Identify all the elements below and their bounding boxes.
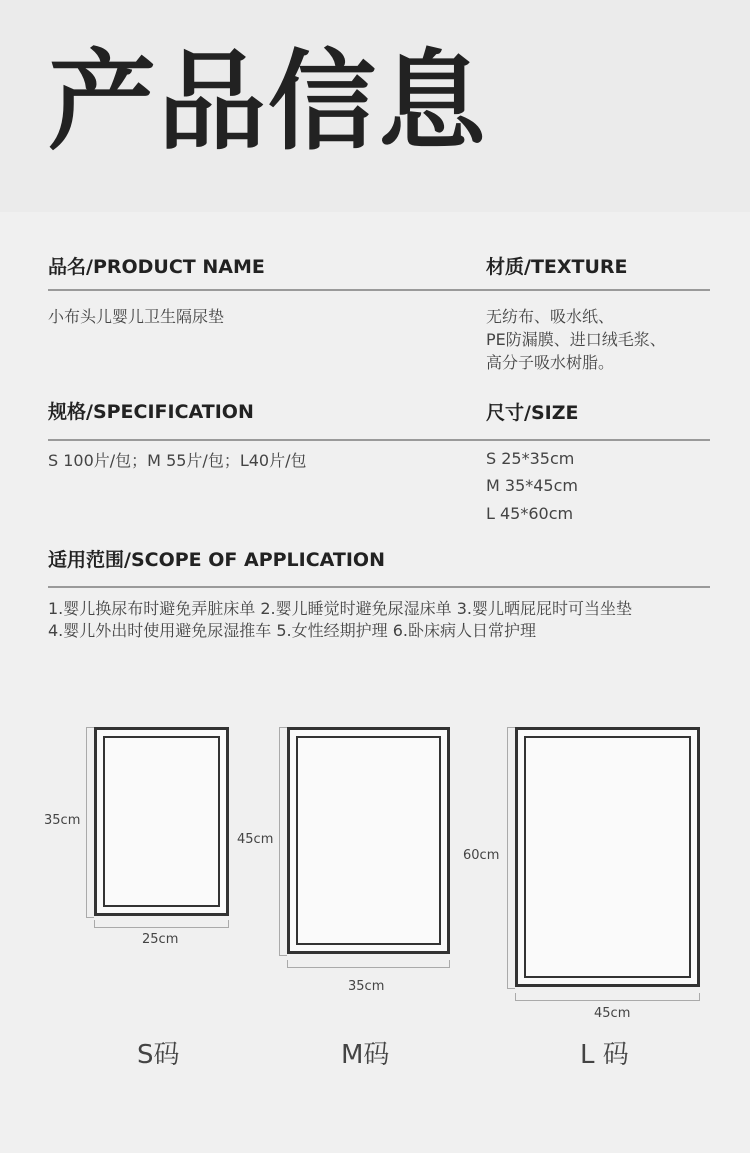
width-guide bbox=[515, 993, 700, 1001]
scope-line: 1.婴儿换尿布时避免弄脏床单 2.婴儿睡觉时避免尿湿床单 3.婴儿晒屁屁时可当坐垫 bbox=[48, 599, 632, 618]
size-s-caption: S码 bbox=[137, 1040, 180, 1070]
pad-inner-border bbox=[103, 736, 220, 907]
size-label: 尺寸/SIZE bbox=[486, 402, 579, 424]
scope-text bbox=[48, 598, 632, 642]
texture-label: 材质/TEXTURE bbox=[486, 256, 628, 278]
size-m-pad-diagram bbox=[287, 727, 450, 954]
width-guide bbox=[287, 960, 450, 968]
height-dimension: 45cm bbox=[237, 832, 274, 847]
specification-value: S 100片/包；M 55片/包；L40片/包 bbox=[48, 451, 307, 470]
scope-line: 4.婴儿外出时使用避免尿湿推车 5.女性经期护理 6.卧床病人日常护理 bbox=[48, 621, 536, 640]
divider bbox=[48, 289, 710, 291]
size-m-caption: M码 bbox=[341, 1040, 390, 1070]
info-panel bbox=[0, 212, 750, 1153]
pad-inner-border bbox=[524, 736, 691, 978]
pad-inner-border bbox=[296, 736, 441, 945]
divider bbox=[48, 439, 710, 441]
product-name-value: 小布头儿婴儿卫生隔尿垫 bbox=[48, 307, 225, 326]
height-dimension: 60cm bbox=[463, 848, 500, 863]
width-dimension: 45cm bbox=[594, 1006, 631, 1021]
texture-line: 无纺布、吸水纸、 bbox=[486, 307, 615, 326]
height-dimension: 35cm bbox=[44, 813, 81, 828]
scope-label: 适用范围/SCOPE OF APPLICATION bbox=[48, 549, 385, 571]
width-guide bbox=[94, 920, 229, 928]
size-line: S 25*35cm bbox=[486, 449, 575, 468]
size-l-caption: L 码 bbox=[580, 1040, 629, 1070]
size-line: M 35*45cm bbox=[486, 476, 578, 495]
divider bbox=[48, 586, 710, 588]
height-guide bbox=[507, 727, 515, 989]
width-dimension: 35cm bbox=[348, 979, 385, 994]
product-name-label: 品名/PRODUCT NAME bbox=[48, 256, 265, 278]
height-guide bbox=[279, 727, 287, 956]
size-l-pad-diagram bbox=[515, 727, 700, 987]
size-s-pad-diagram bbox=[94, 727, 229, 916]
specification-label: 规格/SPECIFICATION bbox=[48, 401, 254, 423]
page-title: 产品信息 bbox=[48, 40, 489, 165]
width-dimension: 25cm bbox=[142, 932, 179, 947]
height-guide bbox=[86, 727, 94, 918]
texture-line: PE防漏膜、进口绒毛浆、 bbox=[486, 330, 666, 349]
texture-line: 高分子吸水树脂。 bbox=[486, 353, 615, 372]
size-line: L 45*60cm bbox=[486, 504, 574, 523]
